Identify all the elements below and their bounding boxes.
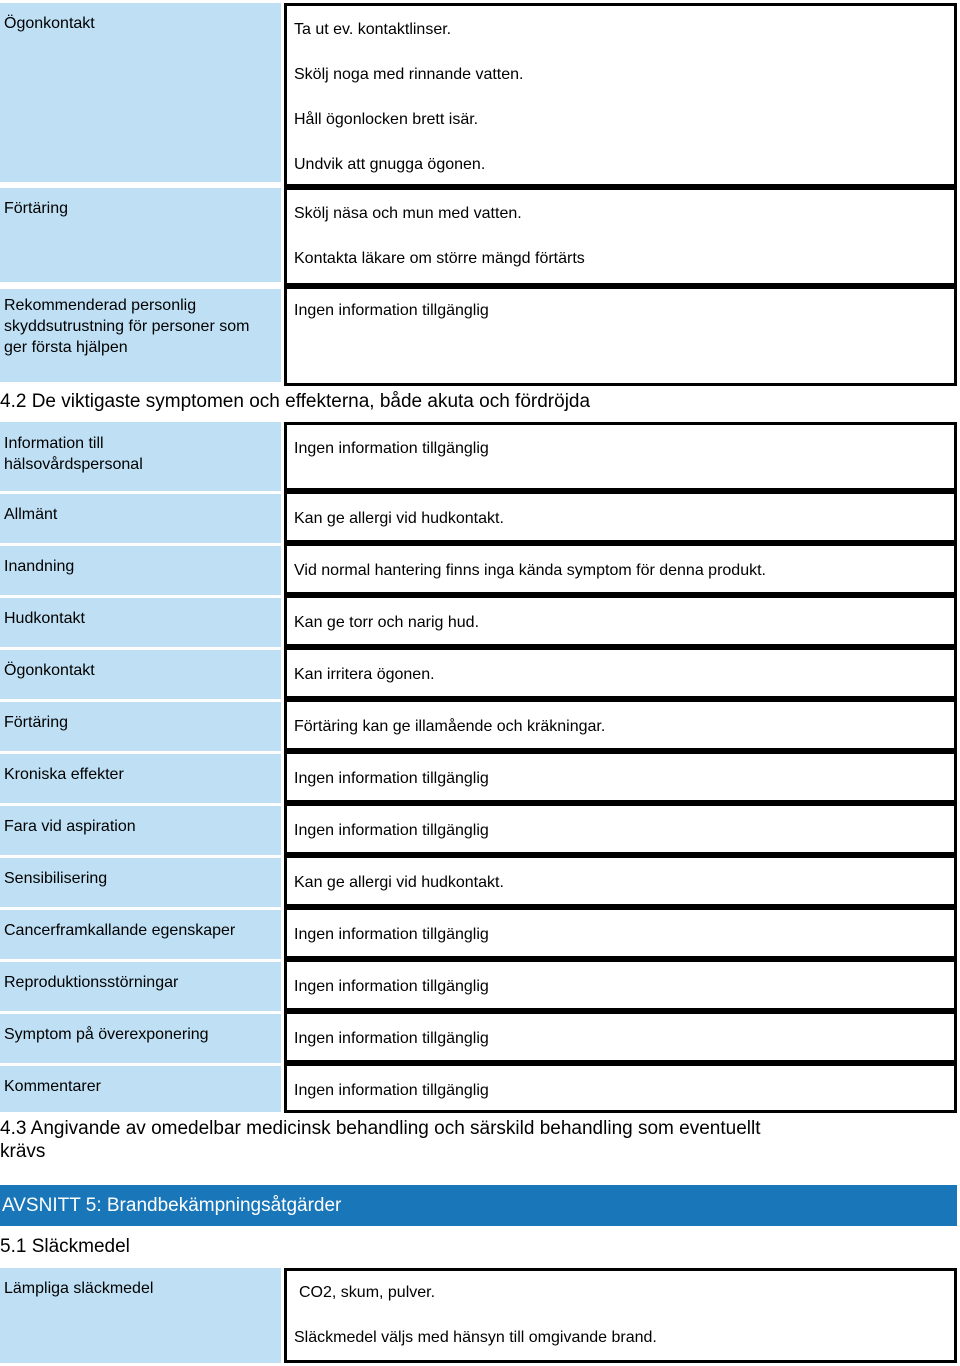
value-line: Kan ge allergi vid hudkontakt.: [294, 510, 504, 527]
value-line: Kan ge allergi vid hudkontakt.: [294, 874, 504, 891]
value-reproduktionsstorningar: [284, 959, 957, 1011]
value-line: Skölj noga med rinnande vatten.: [294, 66, 524, 83]
row-label: Hudkontakt: [4, 610, 85, 627]
row-label: Fara vid aspiration: [4, 818, 136, 835]
label-fortaring: [0, 702, 281, 751]
row-label: Sensibilisering: [4, 870, 108, 887]
row-label: Ögonkontakt: [4, 15, 95, 32]
value-allmant: [284, 491, 957, 543]
row-label: Inandning: [4, 558, 75, 575]
label-symptom-overexponering: [0, 1014, 281, 1063]
label-reproduktionsstorningar: [0, 962, 281, 1011]
value-fortaring: [284, 699, 957, 751]
value-skyddsutrustning: [284, 286, 957, 386]
label-allmant: [0, 494, 281, 543]
value-line: Vid normal hantering finns inga kända symptom för denna produkt.: [294, 562, 766, 579]
label-halsovardspersonal: [0, 422, 281, 491]
label-ogonkontakt: [0, 650, 281, 699]
row-label: Allmänt: [4, 506, 58, 523]
value-kroniska-effekter: [284, 751, 957, 803]
label-skyddsutrustning: [0, 289, 281, 382]
value-inandning: [284, 543, 957, 595]
section-heading-4-2: 4.2 De viktigaste symptomen och effekterna, både akuta och fördröjda: [0, 391, 591, 412]
value-line: Förtäring kan ge illamående och kräkningar.: [294, 718, 606, 735]
value-line: Ingen information tillgänglig: [294, 1030, 489, 1047]
value-ogonkontakt: [284, 647, 957, 699]
label-sensibilisering: [0, 858, 281, 907]
value-fara-vid-aspiration: [284, 803, 957, 855]
value-line: Ingen information tillgänglig: [294, 822, 489, 839]
value-halsovardspersonal: [284, 422, 957, 491]
row-label: Ögonkontakt: [4, 662, 95, 679]
value-line: Ingen information tillgänglig: [294, 1082, 489, 1099]
label-inandning: [0, 546, 281, 595]
section-heading-5-1: 5.1 Släckmedel: [0, 1236, 130, 1257]
row-label: Reproduktionsstörningar: [4, 974, 179, 991]
label-fortaring-firstaid: [0, 188, 281, 282]
value-line: Kontakta läkare om större mängd förtärts: [294, 250, 585, 267]
value-ogonkontakt-firstaid: [284, 3, 957, 187]
label-hudkontakt: [0, 598, 281, 647]
row-label: Information till hälsovårdspersonal: [4, 435, 143, 473]
label-kommentarer: [0, 1066, 281, 1112]
label-ogonkontakt-firstaid: [0, 3, 281, 182]
row-label: Cancerframkallande egenskaper: [4, 922, 236, 939]
row-label: Kommentarer: [4, 1078, 101, 1095]
value-line: Ingen information tillgänglig: [294, 302, 489, 319]
value-cancerframkallande: [284, 907, 957, 959]
value-line: CO2, skum, pulver.: [299, 1284, 436, 1301]
value-line: Kan irritera ögonen.: [294, 666, 435, 683]
value-lampliga-slackmedel: [284, 1268, 957, 1363]
label-kroniska-effekter: [0, 754, 281, 803]
value-line: Kan ge torr och narig hud.: [294, 614, 480, 631]
row-label: Förtäring: [4, 714, 69, 731]
section-heading-4-3-line1: 4.3 Angivande av omedelbar medicinsk behandling och särskild behandling som eventuellt: [0, 1118, 761, 1139]
value-line: Skölj näsa och mun med vatten.: [294, 205, 522, 222]
value-line: Ta ut ev. kontaktlinser.: [294, 21, 452, 38]
row-label: Symptom på överexponering: [4, 1026, 209, 1043]
value-line: Håll ögonlocken brett isär.: [294, 111, 479, 128]
section-5-title-bar: AVSNITT 5: Brandbekämpningsåtgärder: [0, 1185, 957, 1226]
value-kommentarer: [284, 1063, 957, 1113]
value-line: Ingen information tillgänglig: [294, 440, 489, 457]
value-line: Ingen information tillgänglig: [294, 926, 489, 943]
label-fara-vid-aspiration: [0, 806, 281, 855]
value-sensibilisering: [284, 855, 957, 907]
value-line: Ingen information tillgänglig: [294, 978, 489, 995]
value-symptom-overexponering: [284, 1011, 957, 1063]
value-line: Ingen information tillgänglig: [294, 770, 489, 787]
value-line: Undvik att gnugga ögonen.: [294, 156, 486, 173]
value-hudkontakt: [284, 595, 957, 647]
section-heading-4-3-line2: krävs: [0, 1141, 46, 1162]
row-label: Förtäring: [4, 200, 69, 217]
label-lampliga-slackmedel: [0, 1268, 281, 1363]
value-fortaring-firstaid: [284, 187, 957, 286]
row-label: Lämpliga släckmedel: [4, 1280, 154, 1297]
value-line: Släckmedel väljs med hänsyn till omgivande brand.: [294, 1329, 657, 1346]
label-cancerframkallande: [0, 910, 281, 959]
row-label: Kroniska effekter: [4, 766, 124, 783]
row-label: Rekommenderad personlig skyddsutrustning för personer som ger första hjälpen: [4, 297, 250, 356]
